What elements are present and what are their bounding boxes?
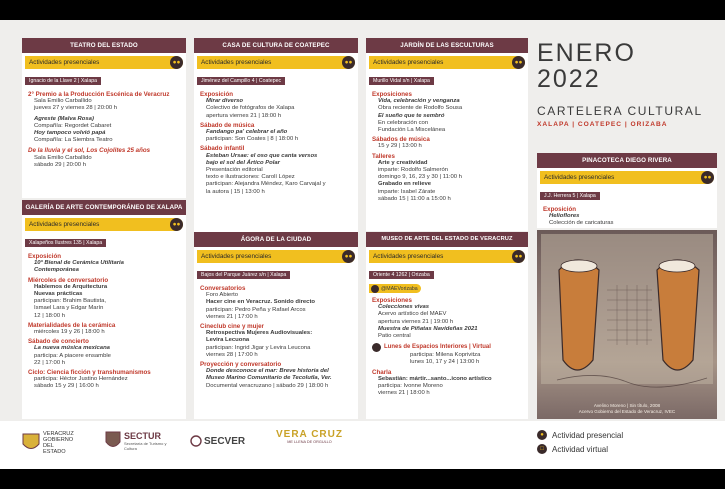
line: Grabado en relieve <box>378 181 432 188</box>
section-title: Exposición <box>28 253 62 260</box>
section-title: Sábado de concierto <box>28 338 89 346</box>
line: participan: Pedro Peña y Rafael Arcos <box>206 306 306 313</box>
line: Fandango pa' celebrar el año <box>206 129 288 136</box>
line: participa: Héctor Justino Hernández <box>34 376 128 383</box>
veracruz-tagline: ME LLENA DE ORGULLO <box>287 440 332 444</box>
month-title: ENERO <box>537 39 636 67</box>
section-title: Exposiciones <box>372 297 412 304</box>
line: Sala Emilio Carballido <box>34 98 92 105</box>
line: viernes 28 | 17:00 h <box>206 351 258 358</box>
line: Sala Emilio Carballido <box>34 154 92 161</box>
artwork-credit: Acervo Gobierno del Estado de Veracruz, IVEC <box>578 409 676 414</box>
line: viernes 21 | 18:00 h <box>378 390 430 397</box>
line: En celebración con <box>378 119 429 126</box>
section-title: Exposición <box>200 91 234 98</box>
line: Muestra de Piñatas Navideñas 2021 <box>378 325 478 332</box>
line: bajo el sol del Ártico Polar <box>206 159 280 166</box>
line: Ismael Lara y Edgar Marín <box>34 305 104 312</box>
virtual-title: Lunes de Espacios Interiores | Virtual <box>384 344 491 351</box>
secver-text: SECVER <box>204 435 246 447</box>
line: Presentación editorial <box>206 167 263 174</box>
line: sábado 15 y 29 | 16:00 h <box>34 383 99 390</box>
line: viernes 21 | 17:00 h <box>206 313 258 320</box>
line: sábado 29 | 20:00 h <box>34 161 86 168</box>
card-header: JARDÍN DE LAS ESCULTURAS <box>366 38 528 53</box>
line: Patio central <box>378 333 411 340</box>
section-title: Ciclo: Ciencia ficción y transhumanismos <box>28 369 151 377</box>
line: Documental veracruzano | sábado 29 | 18:00 h <box>206 382 329 389</box>
section-title: Materialidades de la cerámica <box>28 321 116 329</box>
line: texto e ilustraciones: Carolí López <box>206 174 295 181</box>
veracruz-orgullo-logo <box>276 429 343 444</box>
card-header: MUSEO DE ARTE DEL ESTADO DE VERACRUZ <box>366 232 528 247</box>
secver-icon <box>190 435 202 447</box>
card-coatepec <box>194 38 358 248</box>
section-title: Exposición <box>543 206 577 213</box>
line: miércoles 19 y 26 | 18:00 h <box>34 329 105 336</box>
event-title: De la lluvia y el sol, Los Cojolites 25 años <box>28 147 151 155</box>
line: apertura viernes 21 | 19:00 h <box>378 318 454 325</box>
line: Colección de caricaturas <box>549 220 614 227</box>
card-maev <box>366 232 528 419</box>
people-icon: ●● <box>170 56 183 69</box>
pill-label: Actividades presenciales <box>373 59 444 66</box>
page-title: CARTELERA CULTURAL <box>537 104 703 118</box>
section-title: Sábados de música <box>372 136 430 144</box>
sectur-subtext: Secretaría de Turismo y Cultura <box>124 441 167 451</box>
legend-virtual <box>537 444 608 454</box>
address-tag: Murillo Vidal s/n | Xalapa <box>369 77 434 85</box>
line: Foro Abierto <box>206 292 239 299</box>
line: Helioflores <box>549 213 580 220</box>
line: jueves 27 y viernes 28 | 20:00 h <box>34 105 118 112</box>
artwork-image <box>537 230 717 419</box>
card-agora <box>194 232 358 419</box>
card-galeria <box>22 200 186 419</box>
people-icon: ● <box>537 430 547 440</box>
line: sábado 15 | 11:00 a 15:00 h <box>378 195 451 202</box>
line: Museo Marino Comunitario de Tecolutla, Ver. <box>206 375 332 382</box>
pill-label: Actividades presenciales <box>373 253 444 260</box>
line: Agreste (Malva Rosa) <box>34 115 94 122</box>
legend-presencial <box>537 430 623 440</box>
section-title: Conversatorios <box>200 285 246 292</box>
line: La nueva música mexicana <box>34 345 110 352</box>
artwork-drawing <box>537 230 717 419</box>
veracruz-gob-logo <box>22 431 77 455</box>
card-header: CASA DE CULTURA DE COATEPEC <box>194 38 358 53</box>
section-title: Charla <box>372 368 392 376</box>
line: Vida, celebración y venganza <box>378 98 460 105</box>
cities-line: XALAPA | COATEPEC | ORIZABA <box>537 121 668 128</box>
facebook-icon <box>371 285 379 293</box>
address-tag: J.J. Herrera 5 | Xalapa <box>540 192 600 200</box>
brand-block <box>537 40 717 128</box>
pill-label: Actividades presenciales <box>29 59 100 66</box>
shield-icon <box>105 431 121 451</box>
people-icon: ●● <box>701 171 714 184</box>
legend-label: Actividad virtual <box>552 444 609 454</box>
card-header: GALERÍA DE ARTE CONTEMPORÁNEO DE XALAPA <box>22 200 186 215</box>
presencial-pill <box>540 171 714 184</box>
line: Esteban Ursae: el oso que canta versos <box>206 152 318 159</box>
line: Colecciones vivas <box>378 304 430 311</box>
line: 22 | 17:00 h <box>34 359 66 366</box>
footer <box>0 421 725 469</box>
line: Compañía: Regordet Cabaret <box>34 122 112 129</box>
line: Arte y creatividad <box>378 159 428 166</box>
card-jardin <box>366 38 528 231</box>
line: participan: Brahim Bautista, <box>34 298 107 305</box>
veracruz-brand-text: VERA CRUZ <box>276 429 343 440</box>
virtual-activity <box>366 343 528 352</box>
presencial-pill <box>25 56 183 69</box>
line: participa: Ivonne Moreno <box>378 383 443 390</box>
line: participan: Ingrid Jigar y Levira Leucona <box>206 344 311 351</box>
address-tag: Oriente 4 1262 | Orizaba <box>369 271 434 279</box>
pill-label: Actividades presenciales <box>29 221 100 228</box>
monitor-icon <box>372 343 381 352</box>
presencial-pill <box>369 56 525 69</box>
card-header: TEATRO DEL ESTADO <box>22 38 186 53</box>
people-icon: ●● <box>512 56 525 69</box>
presencial-pill <box>197 56 355 69</box>
sectur-text: SECTUR <box>124 431 162 441</box>
address-tag: Ignacio de la Llave 2 | Xalapa <box>25 77 101 85</box>
line: Contemporánea <box>34 267 79 274</box>
line: 10ª Bienal de Cerámica Utilitaria <box>34 260 124 267</box>
line: participan: Alejandra Méndez, Karo Carvajal y <box>206 181 326 188</box>
section-title: Sábado de música <box>200 121 255 129</box>
pill-label: Actividades presenciales <box>201 59 272 66</box>
section-title: Miércoles de conversatorio <box>28 276 109 284</box>
line: 15 y 29 | 13:00 h <box>378 143 422 150</box>
line: apertura viernes 21 | 18:00 h <box>206 112 282 119</box>
section-title: Proyección y conversatorio <box>200 361 282 369</box>
line: Donde desconoce el mar: Breve historia del <box>206 368 329 375</box>
event-title: 2° Premio a la Producción Escénica de Veracruz <box>28 91 170 98</box>
line: imparte: Isabel Zárate <box>378 188 436 195</box>
people-icon: ●● <box>342 250 355 263</box>
cartelera-page <box>0 20 725 461</box>
secver-logo <box>190 435 245 447</box>
line: participan: Son Coates | 8 | 18:00 h <box>206 136 299 143</box>
line: Compañía: La Siembra Teatro <box>34 137 113 144</box>
presencial-pill <box>25 218 183 231</box>
veracruz-gob-text: VERACRUZ GOBIERNO DEL ESTADO <box>43 431 74 455</box>
presencial-pill <box>197 250 355 263</box>
line: Colectivo de fotógrafos de Xalapa <box>206 105 295 112</box>
line: Nuevas prácticas <box>34 291 83 298</box>
line: Sebastián: mártir...santo...icono artístico <box>378 375 492 382</box>
line: Hablemos de Arquitectura <box>34 283 108 290</box>
line: domingo 9, 16, 23 y 30 | 11:00 h <box>378 174 462 181</box>
social-handle: @MAEVorizaba <box>381 285 418 292</box>
line: imparte: Rodolfo Salmerón <box>378 167 449 174</box>
people-icon: ●● <box>342 56 355 69</box>
card-teatro <box>22 38 186 198</box>
line: Acervo artístico del MAEV <box>378 311 447 318</box>
people-icon: ●● <box>512 250 525 263</box>
line: Mirar diverso <box>206 98 243 105</box>
pill-label: Actividades presenciales <box>201 253 272 260</box>
people-icon: ●● <box>170 218 183 231</box>
address-tag: Xalapeños Ilustres 135 | Xalapa <box>25 239 106 247</box>
card-pinacoteca <box>537 153 717 228</box>
address-tag: Bajos del Parque Juárez s/n | Xalapa <box>197 271 290 279</box>
monitor-icon: □ <box>537 444 547 454</box>
line: Obra reciente de Rodolfo Sousa <box>378 105 463 112</box>
line: lunes 10, 17 y 24 | 13:00 h <box>410 359 480 366</box>
section-title: Talleres <box>372 152 395 160</box>
line: la autora | 15 | 13:00 h <box>206 188 265 195</box>
card-header: ÁGORA DE LA CIUDAD <box>194 232 358 247</box>
line: 12 | 18:00 h <box>34 312 66 319</box>
artwork-caption: Avelino Moreno | Sin título, 2008 <box>593 403 661 408</box>
year-title: 2022 <box>537 65 601 93</box>
section-title: Sábado infantil <box>200 145 245 153</box>
card-header: PINACOTECA DIEGO RIVERA <box>537 153 717 168</box>
line: El sueño que te sembró <box>378 112 445 119</box>
presencial-pill <box>369 250 525 263</box>
social-handle-tag[interactable] <box>369 284 421 293</box>
line: Retrospectiva Mujeres Audiovisuales: <box>206 330 313 337</box>
section-title: Cineclub cine y mujer <box>200 323 264 331</box>
section-title: Exposiciones <box>372 91 412 98</box>
legend-label: Actividad presencial <box>552 430 624 440</box>
pill-label: Actividades presenciales <box>544 174 615 181</box>
line: participa: Milena Koprivitza <box>410 352 481 359</box>
line: Levira Lecuona <box>206 337 250 344</box>
sectur-logo <box>105 431 174 451</box>
line: Hacer cine en Veracruz. Sonido directo <box>206 299 316 306</box>
line: Hoy tampoco volvió papá <box>34 130 106 137</box>
shield-icon <box>22 433 40 453</box>
line: participa: A piacere ensamble <box>34 352 111 359</box>
line: Fundación La Miscelánea <box>378 127 446 134</box>
address-tag: Jiménez del Campillo 4 | Coatepec <box>197 77 285 85</box>
